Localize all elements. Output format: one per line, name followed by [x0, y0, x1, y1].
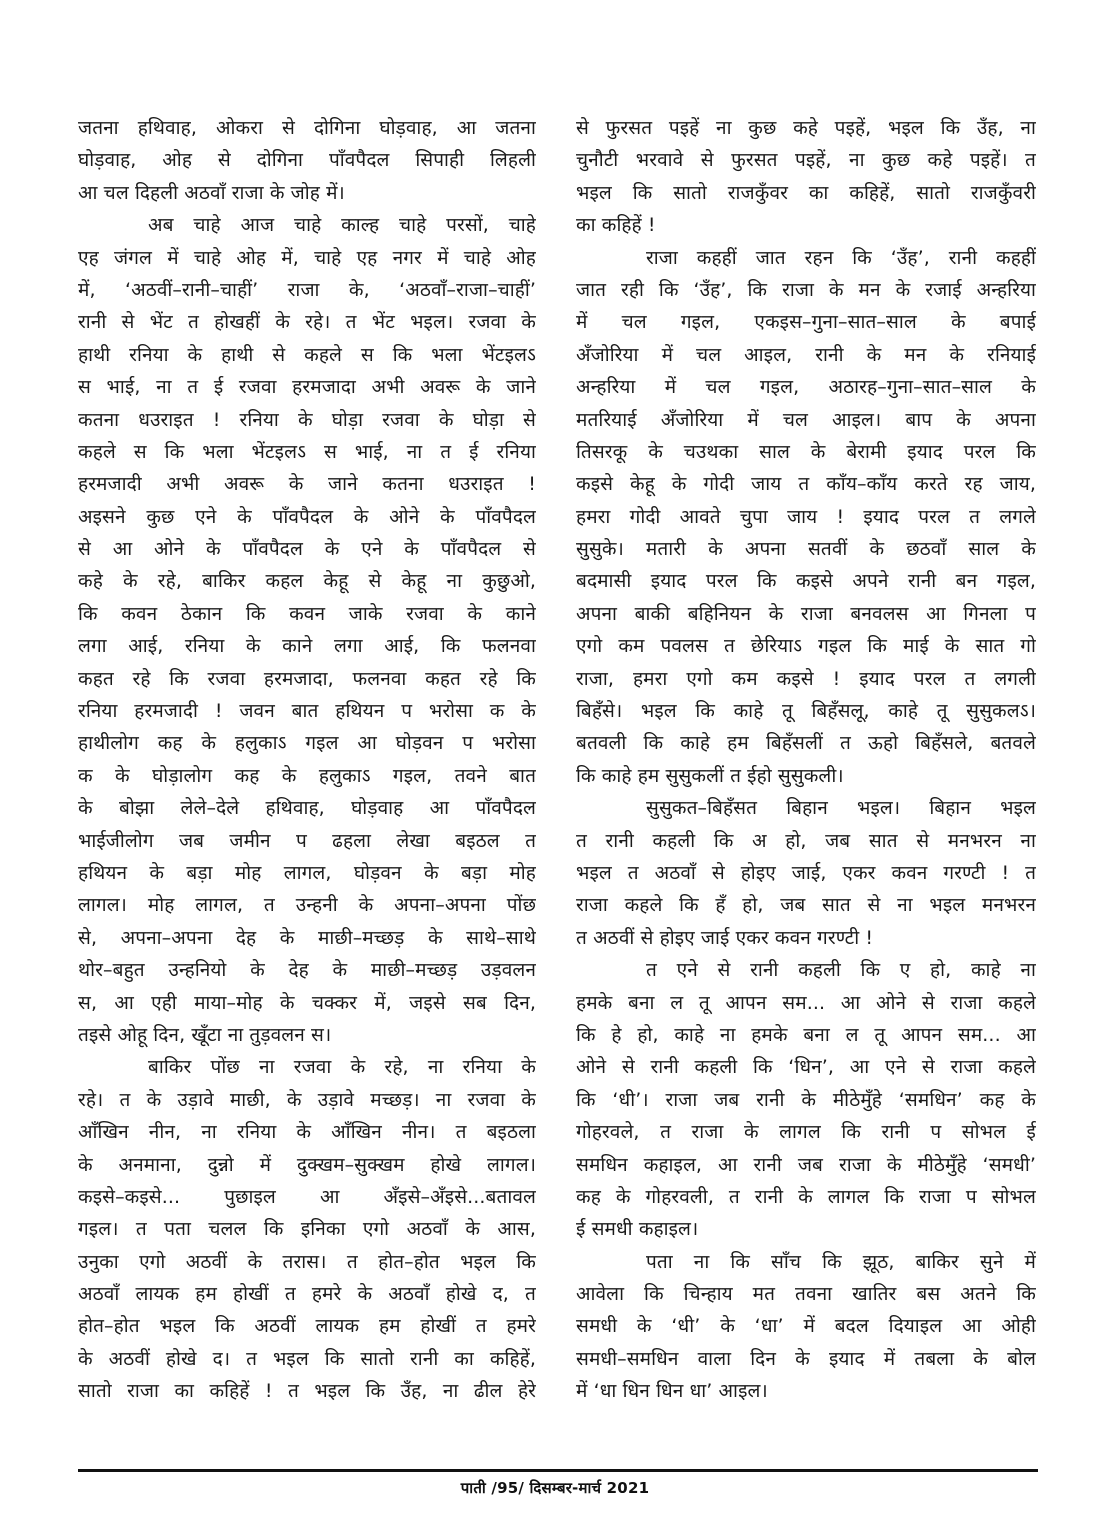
- text-line: हथियन के बड़ा मोह लागल, घोड़वन के बड़ा मोह: [78, 861, 536, 884]
- text-line: अठवाँ लायक हम होखीं त हमरे के अठवाँ होखे द, त: [78, 1283, 536, 1306]
- text-line: हमके बना ल तू आपन सम... आ ओने से राजा कहले: [576, 991, 1036, 1014]
- text-line: क के घोड़ालोग कह के हलुकाऽ गइल, तवने बात: [78, 764, 536, 787]
- text-line: सुसुकत–बिहँसत बिहान भइल। बिहान भइल: [646, 797, 1036, 820]
- text-line: बिहँसे। भइल कि काहे तू बिहँसलू, काहे तू सुसुकलऽ।: [576, 700, 1036, 723]
- text-line: एगो कम पवलस त छेरियाऽ गइल कि माई के सात गो: [576, 635, 1036, 658]
- text-line: मतरियाई अँजोरिया में चल आइल। बाप के अपना: [576, 408, 1036, 431]
- text-line: हमरा गोदी आवते चुपा जाय ! इयाद परल त लगले: [576, 505, 1036, 528]
- text-line: भइल कि सातो राजकुँवर का कहिहें, सातो राजकुँवरी: [576, 181, 1036, 204]
- text-line: कतना धउराइत ! रनिया के घोड़ा रजवा के घोड़ा से: [78, 408, 536, 431]
- text-line: एह जंगल में चाहे ओह में, चाहे एह नगर में चाहे ओह: [78, 246, 536, 269]
- text-line: में ‘धा धिन धिन धा’ आइल।: [576, 1380, 768, 1403]
- text-line: उनुका एगो अठवीं के तरास। त होत–होत भइल कि: [78, 1250, 536, 1273]
- text-line: अन्हरिया में चल गइल, अठारह–गुना–सात–साल के: [576, 376, 1036, 399]
- text-line: कि ‘धी’। राजा जब रानी के मीठेमुँहे ‘समधिन’ कह के: [576, 1088, 1036, 1111]
- text-line: चुनौटी भरवावे से फुरसत पइहें, ना कुछ कहे पइहें। त: [576, 149, 1036, 172]
- text-line: में चल गइल, एकइस–गुना–सात–साल के बपाई: [576, 311, 1036, 334]
- text-line: हरमजादी अभी अवरू के जाने कतना धउराइत !: [78, 473, 536, 496]
- text-line: बतवली कि काहे हम बिहँसलीं त ऊहो बिहँसले, बतवले: [576, 732, 1036, 755]
- text-line: अइसने कुछ एने के पाँवपैदल के ओने के पाँवपैदल: [78, 505, 536, 528]
- text-line: से आ ओने के पाँवपैदल के एने के पाँवपैदल से: [78, 538, 536, 561]
- text-line: लागल। मोह लागल, त उन्हनी के अपना–अपना पोंछ: [78, 894, 536, 917]
- text-line: के अनमाना, दुन्नो में दुक्खम–सुक्खम होखे लागल।: [78, 1153, 536, 1176]
- text-line: घोड़वाह, ओह से दोगिना पाँवपैदल सिपाही लिहली: [78, 149, 536, 172]
- text-line: बाकिर पोंछ ना रजवा के रहे, ना रनिया के: [148, 1056, 536, 1079]
- left-text-column: [78, 112, 536, 1408]
- text-line: राजा कहहीं जात रहन कि ‘उँह’, रानी कहहीं: [646, 246, 1036, 269]
- text-line: राजा, हमरा एगो कम कइसे ! इयाद परल त लगली: [576, 667, 1036, 690]
- text-line: के अठवीं होखे द। त भइल कि सातो रानी का कहिहें,: [78, 1347, 536, 1370]
- text-line: राजा कहले कि हँ हो, जब सात से ना भइल मनभरन: [576, 894, 1036, 917]
- text-line: बदमासी इयाद परल कि कइसे अपने रानी बन गइल,: [576, 570, 1036, 593]
- text-line: कह के गोहरवली, त रानी के लागल कि राजा प सोभल: [576, 1185, 1036, 1208]
- text-line: पता ना कि साँच कि झूठ, बाकिर सुने में: [646, 1250, 1036, 1273]
- text-line: भाईजीलोग जब जमीन प ढहला लेखा बइठल त: [78, 829, 536, 852]
- text-line: भइल त अठवाँ से होइए जाई, एकर कवन गरण्टी ! त: [576, 861, 1036, 884]
- text-line: जात रही कि ‘उँह’, कि राजा के मन के रजाई अन्हरिया: [576, 278, 1036, 301]
- text-line: त अठवीं से होइए जाई एकर कवन गरण्टी !: [576, 926, 874, 949]
- text-line: स भाई, ना त ई रजवा हरमजादा अभी अवरू के जाने: [78, 376, 536, 399]
- text-line: कहे के रहे, बाकिर कहल केहू से केहू ना कुछुओ,: [78, 570, 536, 593]
- text-line: थोर–बहुत उन्हनियो के देह के माछी–मच्छड़ उड़वलन: [78, 959, 536, 982]
- text-line: सातो राजा का कहिहें ! त भइल कि उँह, ना ढील हेरे: [78, 1380, 536, 1403]
- text-line: हाथी रनिया के हाथी से कहले स कि भला भेंटइलऽ: [78, 343, 536, 366]
- text-line: आवेला कि चिन्हाय मत तवना खातिर बस अतने कि: [576, 1283, 1036, 1306]
- footer-divider: [78, 1469, 1038, 1472]
- text-line: रनिया हरमजादी ! जवन बात हथियन प भरोसा क के: [78, 700, 536, 723]
- right-text-column: [576, 112, 1036, 1408]
- text-line: से, अपना–अपना देह के माछी–मच्छड़ के साथे–साथे: [78, 926, 536, 949]
- text-line: ओने से रानी कहली कि ‘धिन’, आ एने से राजा कहले: [576, 1056, 1036, 1079]
- text-line: ई समधी कहाइल।: [576, 1218, 699, 1241]
- text-line: कि कवन ठेकान कि कवन जाके रजवा के काने: [78, 602, 536, 625]
- text-line: से फुरसत पइहें ना कुछ कहे पइहें, भइल कि उँह, ना: [576, 117, 1036, 139]
- text-line: लगा आई, रनिया के काने लगा आई, कि फलनवा: [78, 635, 536, 658]
- text-line: जतना हथिवाह, ओकरा से दोगिना घोड़वाह, आ जतना: [78, 117, 536, 139]
- text-line: कहले स कि भला भेंटइलऽ स भाई, ना त ई रनिया: [78, 440, 536, 463]
- text-line: आँखिन नीन, ना रनिया के आँखिन नीन। त बइठला: [78, 1121, 536, 1144]
- text-line: कइसे केहू के गोदी जाय त काँय–काँय करते रह जाय,: [576, 473, 1036, 496]
- text-line: स, आ एही माया–मोह के चक्कर में, जइसे सब दिन,: [78, 991, 536, 1014]
- text-line: अँजोरिया में चल आइल, रानी के मन के रनियाई: [576, 343, 1036, 366]
- text-line: तिसरकू के चउथका साल के बेरामी इयाद परल कि: [576, 440, 1036, 463]
- text-line: कइसे–कइसे... पुछाइल आ अँइसे–अँइसे...बतावल: [78, 1185, 536, 1208]
- text-line: अपना बाकी बहिनियन के राजा बनवलस आ गिनला प: [576, 602, 1036, 625]
- text-line: में, ‘अठवीं–रानी–चाहीं’ राजा के, ‘अठवाँ–राजा–चाहीं’: [78, 278, 536, 301]
- text-line: कि काहे हम सुसुकलीं त ईहो सुसुकली।: [576, 764, 844, 787]
- text-line: समधी–समधिन वाला दिन के इयाद में तबला के बोल: [576, 1347, 1036, 1370]
- text-line: त रानी कहली कि अ हो, जब सात से मनभरन ना: [576, 829, 1036, 852]
- text-line: के बोझा लेले–देले हथिवाह, घोड़वाह आ पाँवपैदल: [78, 797, 536, 820]
- text-line: तइसे ओहू दिन, खूँटा ना तुड़वलन स।: [78, 1023, 332, 1046]
- text-line: का कहिहें !: [576, 214, 656, 237]
- text-line: अब चाहे आज चाहे काल्ह चाहे परसों, चाहे: [148, 214, 536, 237]
- text-line: कि हे हो, काहे ना हमके बना ल तू आपन सम... आ: [576, 1023, 1036, 1046]
- text-line: होत–होत भइल कि अठवीं लायक हम होखीं त हमरे: [78, 1315, 536, 1338]
- text-line: रानी से भेंट त होखहीं के रहे। त भेंट भइल। रजवा के: [78, 311, 536, 334]
- text-line: सुसुके। मतारी के अपना सतवीं के छठवाँ साल के: [576, 538, 1036, 561]
- text-line: गोहरवले, त राजा के लागल कि रानी प सोभल ई: [576, 1121, 1036, 1144]
- text-line: समधी के ‘धी’ के ‘धा’ में बदल दियाइल आ ओही: [576, 1315, 1036, 1338]
- page-footer: पाती /95/ दिसम्बर-मार्च 2021: [460, 1479, 650, 1497]
- text-line: कहत रहे कि रजवा हरमजादा, फलनवा कहत रहे कि: [78, 667, 536, 690]
- text-line: आ चल दिहली अठवाँ राजा के जोह में।: [78, 181, 345, 204]
- text-line: त एने से रानी कहली कि ए हो, काहे ना: [646, 959, 1036, 982]
- text-line: हाथीलोग कह के हलुकाऽ गइल आ घोड़वन प भरोसा: [78, 732, 536, 755]
- text-line: रहे। त के उड़ावे माछी, के उड़ावे मच्छड़। ना रजवा के: [78, 1088, 536, 1111]
- text-line: समधिन कहाइल, आ रानी जब राजा के मीठेमुँहे ‘समधी’: [576, 1153, 1036, 1176]
- text-line: गइल। त पता चलल कि इनिका एगो अठवाँ के आस,: [78, 1218, 536, 1241]
